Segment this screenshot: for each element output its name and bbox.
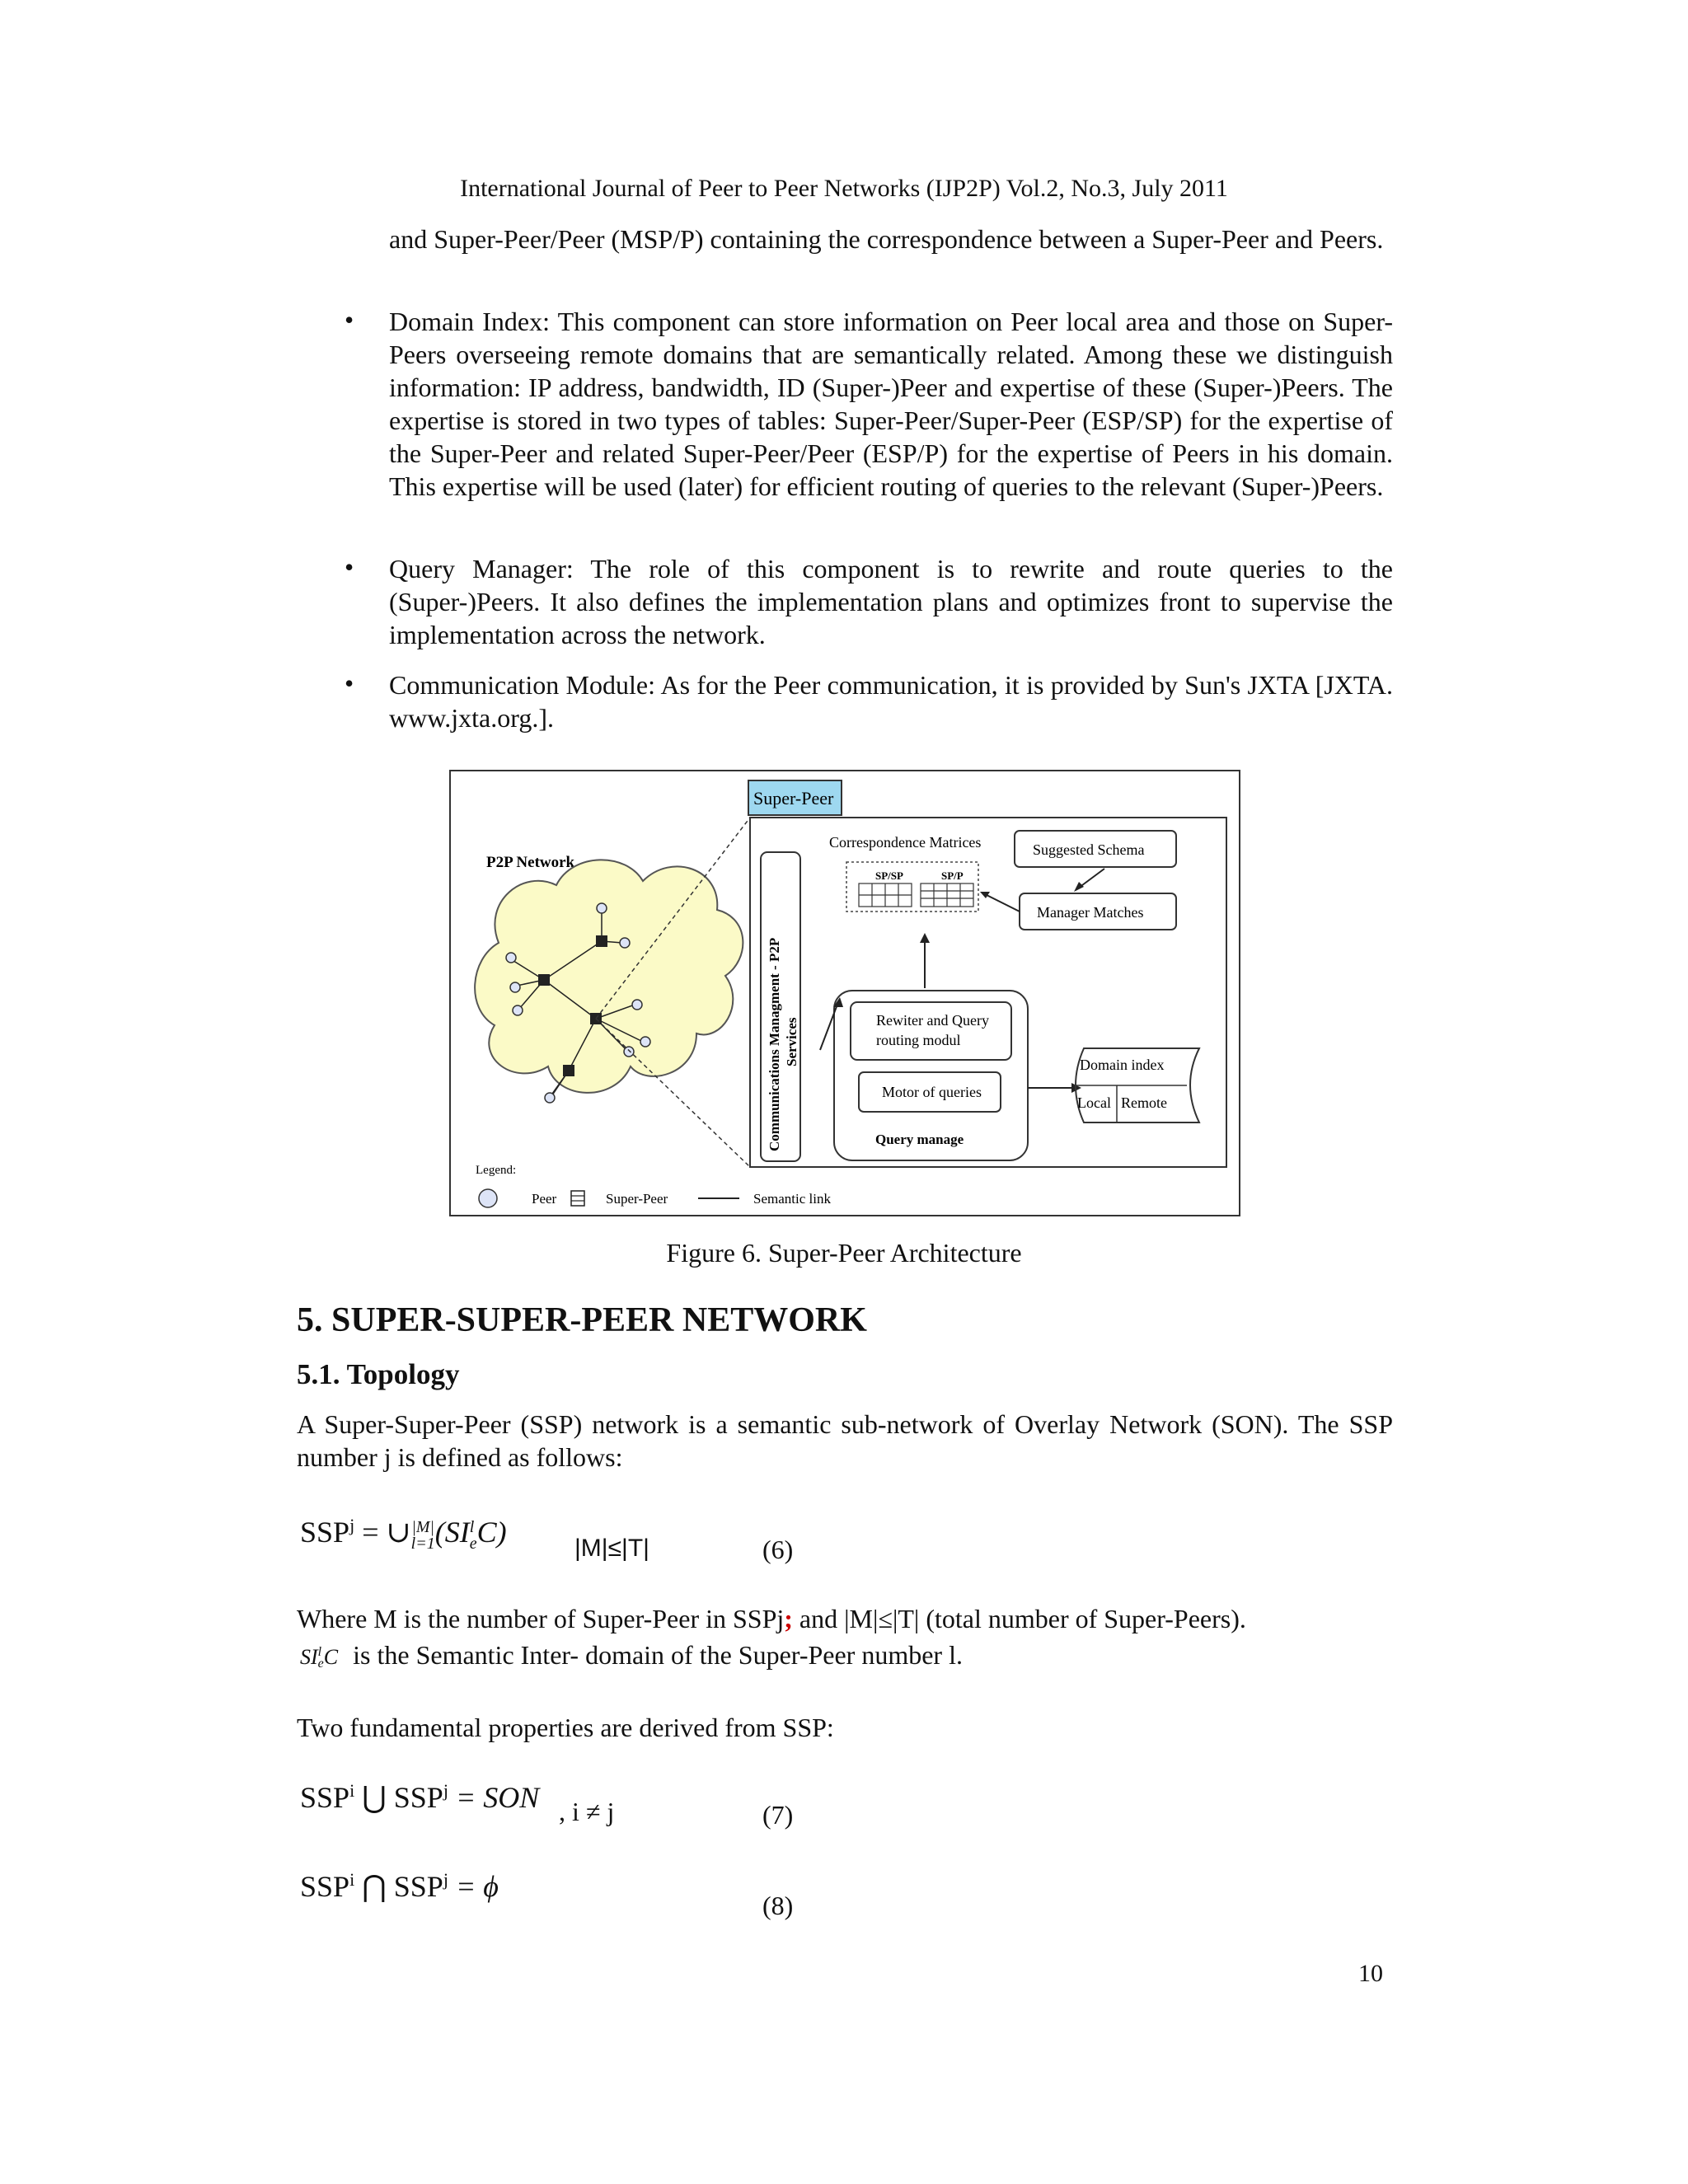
sp-p-label: SP/P bbox=[941, 869, 964, 882]
rewriter-label-2: routing modul bbox=[876, 1032, 961, 1048]
architecture-figure bbox=[449, 770, 1240, 1216]
equation-7-condition: , i ≠ j bbox=[559, 1797, 615, 1826]
equation-7-number: (7) bbox=[762, 1800, 794, 1830]
bullet-marker: • bbox=[345, 668, 354, 698]
legend-super-peer-icon bbox=[571, 1191, 584, 1206]
remote-label: Remote bbox=[1121, 1094, 1167, 1111]
equation-6-condition: |M|≤|T| bbox=[574, 1535, 649, 1562]
subsection-title: 5.1. Topology bbox=[297, 1358, 460, 1390]
intro-continuation: and Super-Peer/Peer (MSP/P) containing the correspondence between a Super-Peer and Peers. bbox=[389, 224, 1384, 254]
section-title: 5. SUPER-SUPER-PEER NETWORK bbox=[297, 1301, 867, 1339]
equation-8: SSP$^i$ ⋂ $SSP^j = \phi$ bbox=[300, 1869, 499, 1903]
motor-label: Motor of queries bbox=[882, 1084, 982, 1100]
domain-index-label: Domain index bbox=[1080, 1057, 1165, 1073]
bullet-marker: • bbox=[345, 552, 354, 582]
properties-paragraph: Two fundamental properties are derived from SSP: bbox=[297, 1713, 834, 1742]
equation-6-number: (6) bbox=[762, 1535, 794, 1564]
equation-6: SSP$^j$ = ∪ |M| l=1 (SI l e C) bbox=[300, 1515, 507, 1553]
local-label: Local bbox=[1077, 1094, 1111, 1111]
legend-peer-icon bbox=[479, 1189, 497, 1207]
where-paragraph-line2: SI l e C is the Semantic Inter- domain of the Super-Peer number l. bbox=[300, 1640, 963, 1671]
bullet-marker: • bbox=[345, 305, 354, 335]
equation-7: SSP$^i$ ⋃ $SSP^j$ = SON bbox=[300, 1780, 540, 1814]
equation-8-number: (8) bbox=[762, 1891, 794, 1920]
rewriter-label-1: Rewiter and Query bbox=[876, 1012, 989, 1029]
super-peer-label: Super-Peer bbox=[753, 788, 834, 808]
correspondence-matrices-label: Correspondence Matrices bbox=[829, 834, 982, 851]
communications-label: Communications Managment - P2P bbox=[767, 937, 782, 1151]
architecture-diagram bbox=[449, 770, 1240, 1216]
page-number: 10 bbox=[1358, 1960, 1383, 1987]
topology-paragraph: A Super-Super-Peer (SSP) network is a semantic sub-network of Overlay Network (SON). The SSP number j is defined as follows: bbox=[297, 1409, 1393, 1472]
sp-sp-label: SP/SP bbox=[875, 869, 903, 882]
legend-super-peer-label: Super-Peer bbox=[606, 1191, 668, 1207]
p2p-network-label: P2P Network bbox=[486, 854, 575, 871]
legend-semantic-link-label: Semantic link bbox=[753, 1191, 831, 1207]
bullet-query-manager: Query Manager: The role of this component is to rewrite and route queries to the (Super-)Peers. It also defines the implementation plans and optimizes front to supervise the implementation across the network. bbox=[389, 554, 1393, 649]
figure-caption: Figure 6. Super-Peer Architecture bbox=[666, 1238, 1022, 1268]
manager-matches-label: Manager Matches bbox=[1037, 904, 1144, 921]
running-header: International Journal of Peer to Peer Networks (IJP2P) Vol.2, No.3, July 2011 bbox=[460, 175, 1228, 202]
legend-peer-label: Peer bbox=[532, 1191, 557, 1207]
suggested-schema-label: Suggested Schema bbox=[1033, 841, 1145, 858]
legend-title: Legend: bbox=[476, 1164, 517, 1177]
services-label: Services bbox=[784, 1017, 799, 1066]
bullet-domain-index: Domain Index: This component can store information on Peer local area and those on Super-Peers overseeing remote domains that are semantically related. Among these we distinguish information: IP address, bandwidth, ID (Super-)Peer and expertise of these (Super-)Peers. The expertise is stored in two types of tables: Super-Peer/Super-Peer (ESP/SP) for the expertise of the Super-Peer and related Super-Peer/Peer (ESP/P) for the expertise of Peers in his domain. This expertise will be used (later) for efficient routing of queries to the relevant (Super-)Peers. bbox=[389, 307, 1393, 501]
query-manage-label: Query manage bbox=[875, 1132, 964, 1147]
where-paragraph: Where M is the number of Super-Peer in SSPj; and |M|≤|T| (total number of Super-Peers). bbox=[297, 1604, 1246, 1633]
bullet-communication-module: Communication Module: As for the Peer communication, it is provided by Sun's JXTA [JXTA. www.jxta.org.]. bbox=[389, 670, 1393, 733]
